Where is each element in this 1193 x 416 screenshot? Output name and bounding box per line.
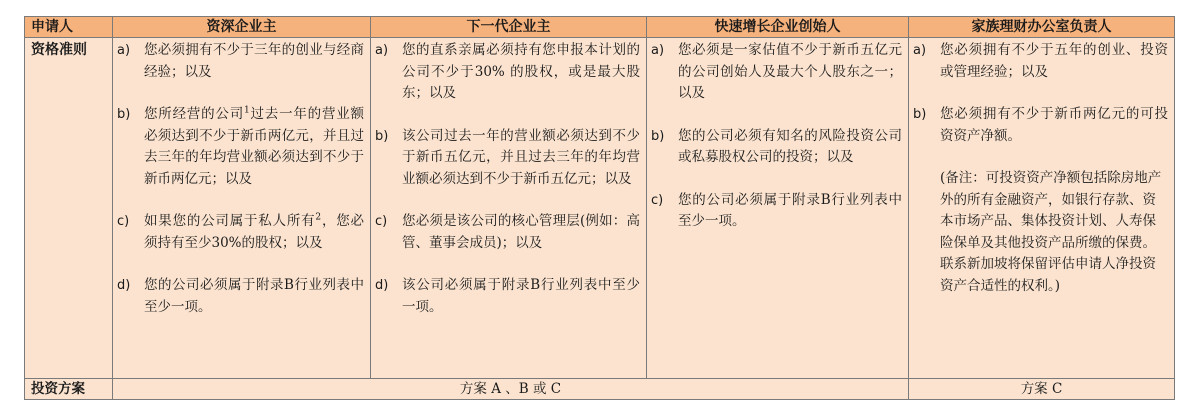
item-marker: c) xyxy=(117,214,130,229)
header-growth-founder: 快速增长企业创始人 xyxy=(647,17,909,38)
plan-abc: 方案 A 、B 或 C xyxy=(113,379,909,400)
item-marker: b) xyxy=(651,128,665,144)
item-text: 该公司过去一年的营业额必须达到不少于新币五亿元，并且过去三年的年均营业额必须达到不少于新币五亿元；以及 xyxy=(402,127,640,187)
header-applicant: 申请人 xyxy=(25,17,113,38)
item-marker: a) xyxy=(913,43,927,58)
footnote-marker: 2 xyxy=(315,212,322,223)
list-item xyxy=(375,40,640,105)
item-text: 您必须拥有不少于新币两亿元的可投资资产净额。 xyxy=(940,106,1168,144)
item-marker: a) xyxy=(375,43,389,58)
item-text: 该公司必须属于附录B行业列表中至少一项。 xyxy=(402,277,640,315)
item-text: 您的公司必须属于附录B行业列表中至少一项。 xyxy=(678,191,902,229)
item-text-post: 过去一年的营业额必须达到不少于新币两亿元，并且过去三年的年均营业额必须达到不少于新币两亿元；以及 xyxy=(144,106,365,187)
item-text: 您的公司必须属于附录B行业列表中至少一项。 xyxy=(144,277,364,315)
list-item xyxy=(913,40,1168,83)
item-marker: a) xyxy=(651,43,665,58)
eligibility-table xyxy=(24,16,1175,400)
list-item xyxy=(117,275,364,318)
item-marker: a) xyxy=(117,43,131,58)
list-item xyxy=(375,126,640,191)
col4-criteria xyxy=(909,38,1175,379)
item-text-post: ，您必须持有至少30%的股权；以及 xyxy=(144,213,365,251)
footnote-marker: 1 xyxy=(244,105,250,116)
list-item xyxy=(375,211,640,254)
item-text-pre: 您所经营的公司 xyxy=(144,106,244,122)
item-marker: b) xyxy=(913,107,927,122)
col1-criteria xyxy=(113,38,371,379)
item-marker: d) xyxy=(117,278,131,293)
header-row xyxy=(25,17,1175,38)
item-marker: b) xyxy=(117,107,131,122)
item-marker: d) xyxy=(375,278,389,293)
header-next-gen-owner: 下一代企业主 xyxy=(371,17,647,38)
list-item xyxy=(913,104,1168,147)
item-text: 您必须拥有不少于三年的创业与经商经验；以及 xyxy=(144,42,364,80)
header-family-office-head: 家族理财办公室负责人 xyxy=(909,17,1175,38)
plan-label: 投资方案 xyxy=(25,379,113,400)
item-marker: c) xyxy=(651,192,664,208)
criteria-label: 资格准则 xyxy=(25,38,113,379)
list-item xyxy=(117,40,364,83)
list-item xyxy=(375,275,640,318)
item-marker: c) xyxy=(375,214,388,229)
item-text: 您的直系亲属必须持有您申报本计划的公司不少于30% 的股权，或是最大股东；以及 xyxy=(402,42,640,101)
list-item xyxy=(117,104,364,190)
item-text: 您必须是该公司的核心管理层(例如：高管、董事会成员)；以及 xyxy=(402,213,640,251)
item-text xyxy=(144,104,364,190)
list-item xyxy=(117,211,364,254)
col3-criteria xyxy=(647,38,909,379)
item-text xyxy=(144,211,364,254)
list-item xyxy=(651,40,902,105)
col2-criteria xyxy=(371,38,647,379)
item-marker: b) xyxy=(375,128,389,144)
plan-c: 方案 C xyxy=(909,379,1175,400)
list-item xyxy=(651,126,902,169)
header-senior-owner: 资深企业主 xyxy=(113,17,371,38)
list-item xyxy=(651,190,902,233)
item-text: 您必须拥有不少于五年的创业、投资或管理经验；以及 xyxy=(940,42,1168,80)
investable-assets-note: (备注：可投资资产净额包括除房地产外的所有金融资产，如银行存款、资本市场产品、集体投资计划、人寿保险保单及其他投资产品所缴的保费。联系新加坡将保留评估申请人净投资资产合适性的权利。) xyxy=(940,170,1162,294)
item-text: 您必须是一家估值不少于新币五亿元的公司创始人及最大个人股东之一；以及 xyxy=(678,42,902,101)
criteria-row xyxy=(25,38,1175,379)
item-text: 您的公司必须有知名的风险投资公司或私募股权公司的投资；以及 xyxy=(678,127,902,165)
item-text-pre: 如果您的公司属于私人所有 xyxy=(144,213,316,229)
eligibility-table-wrapper xyxy=(24,16,1174,400)
investment-plan-row xyxy=(25,379,1175,400)
